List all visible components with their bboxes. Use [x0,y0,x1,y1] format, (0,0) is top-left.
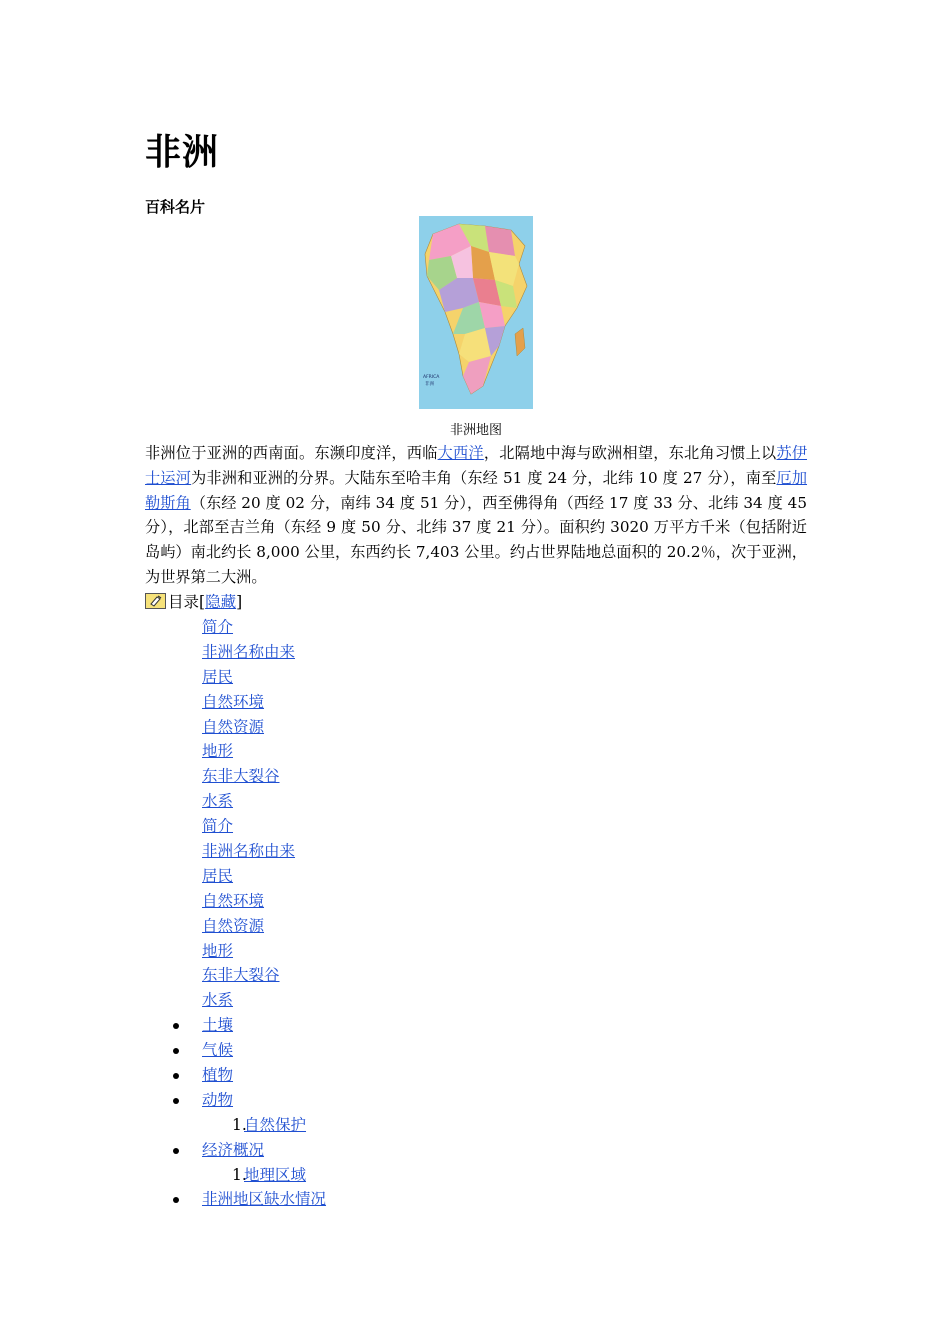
intro-text-1: 非洲位于亚洲的西南面。东濒印度洋，西临 [145,444,438,462]
bullet-icon [173,1073,179,1079]
map-label-bottom: 非洲 [425,382,434,387]
toc-item [145,839,745,864]
toc-icon [145,593,166,609]
toc-item [145,939,745,964]
intro-text-2: ，北隔地中海与欧洲相望，东北角习惯上以 [483,444,777,462]
toc-item [145,814,745,839]
toc-item-link[interactable]: 自然保护 [244,1115,307,1134]
toc-item-link[interactable]: 自然环境 [202,692,265,711]
toc-item-link[interactable]: 东非大裂谷 [202,966,280,985]
link-atlantic-ocean[interactable]: 大西洋 [437,444,484,462]
toc-item [145,1063,745,1088]
toc-hide-link[interactable]: 隐藏 [205,593,237,611]
toc-item [145,764,745,789]
link-suez-canal[interactable]: 苏伊士运河 [145,444,808,487]
africa-map-image[interactable] [419,216,533,409]
toc-item-link[interactable]: 非洲名称由来 [202,842,296,861]
toc-item [145,864,745,889]
bullet-icon [173,1197,179,1203]
toc-item-link[interactable]: 自然环境 [202,891,265,910]
intro-text-4: （东经 20 度 02 分，南纬 34 度 51 分），西至佛得角（西经 17 度 33 分、北纬 34 度 45 分），北部至吉兰角（东经 9 度 50 分、北纬 37 度 21 分）。面积约 3020 万平方千米（包括附近岛屿）南北约长 8,000 公里，东西约长 7,403 公里。约占世界陆地总面积的 20.2％，次于亚洲，为世界第二大洲。 [145,493,808,586]
toc-list [145,615,745,1212]
toc-item [145,963,745,988]
bullet-icon [173,1023,179,1029]
toc-item [145,615,745,640]
toc-item-number: 1. [232,1165,247,1184]
toc-item [145,1038,745,1063]
toc-item-link[interactable]: 简介 [202,817,234,836]
toc-item [145,715,745,740]
toc-item-link[interactable]: 经济概况 [202,1140,265,1159]
toc-item [145,789,745,814]
map-figure [145,216,807,438]
toc-item [145,889,745,914]
toc-item [145,914,745,939]
toc-item-link[interactable]: 简介 [202,618,234,636]
link-cape-agulhas[interactable]: 厄加勒斯角 [145,468,808,512]
toc-item-link[interactable]: 水系 [202,792,234,811]
toc-item [145,665,745,690]
intro-paragraph [145,441,807,590]
toc-label: 目录 [168,593,200,611]
toc-item [145,690,745,715]
section-subtitle: 百科名片 [145,198,206,216]
toc-item-link[interactable]: 土壤 [202,1016,234,1035]
toc-item [145,1113,745,1138]
toc-header [145,590,242,614]
toc-bracket-open: [ [199,593,206,611]
toc-item [145,1138,745,1163]
toc-item [145,1187,745,1212]
page-title: 非洲 [145,132,220,173]
toc-item-link[interactable]: 水系 [202,991,234,1010]
toc-item [145,1013,745,1038]
toc-item [145,1088,745,1113]
toc-bracket-close: ] [236,593,243,611]
toc-item-link[interactable]: 地形 [202,941,234,960]
toc-item-link[interactable]: 自然资源 [202,717,265,736]
intro-text-3: 为非洲和亚洲的分界。大陆东至哈丰角（东经 51 度 24 分，北纬 10 度 27 分），南至 [191,468,777,487]
map-label-top: AFRICA [423,375,440,380]
toc-item-number: 1. [232,1115,247,1134]
toc-item-link[interactable]: 地理区域 [244,1165,307,1184]
toc-item-link[interactable]: 东非大裂谷 [202,767,280,786]
map-caption: 非洲地图 [449,423,502,438]
toc-item-link[interactable]: 动物 [202,1090,234,1109]
toc-item [145,640,745,665]
bullet-icon [173,1148,179,1154]
toc-item-link[interactable]: 非洲名称由来 [202,642,296,661]
toc-item-link[interactable]: 居民 [202,866,234,885]
toc-item-link[interactable]: 植物 [202,1066,234,1085]
bullet-icon [173,1048,179,1054]
toc-item [145,988,745,1013]
toc-item-link[interactable]: 居民 [202,667,234,686]
toc-item [145,1163,745,1188]
toc-item-link[interactable]: 自然资源 [202,916,265,935]
toc-item-link[interactable]: 非洲地区缺水情况 [202,1190,327,1209]
toc-item-link[interactable]: 气候 [202,1041,234,1060]
toc-item [145,739,745,764]
bullet-icon [173,1098,179,1104]
toc-item-link[interactable]: 地形 [202,742,234,761]
